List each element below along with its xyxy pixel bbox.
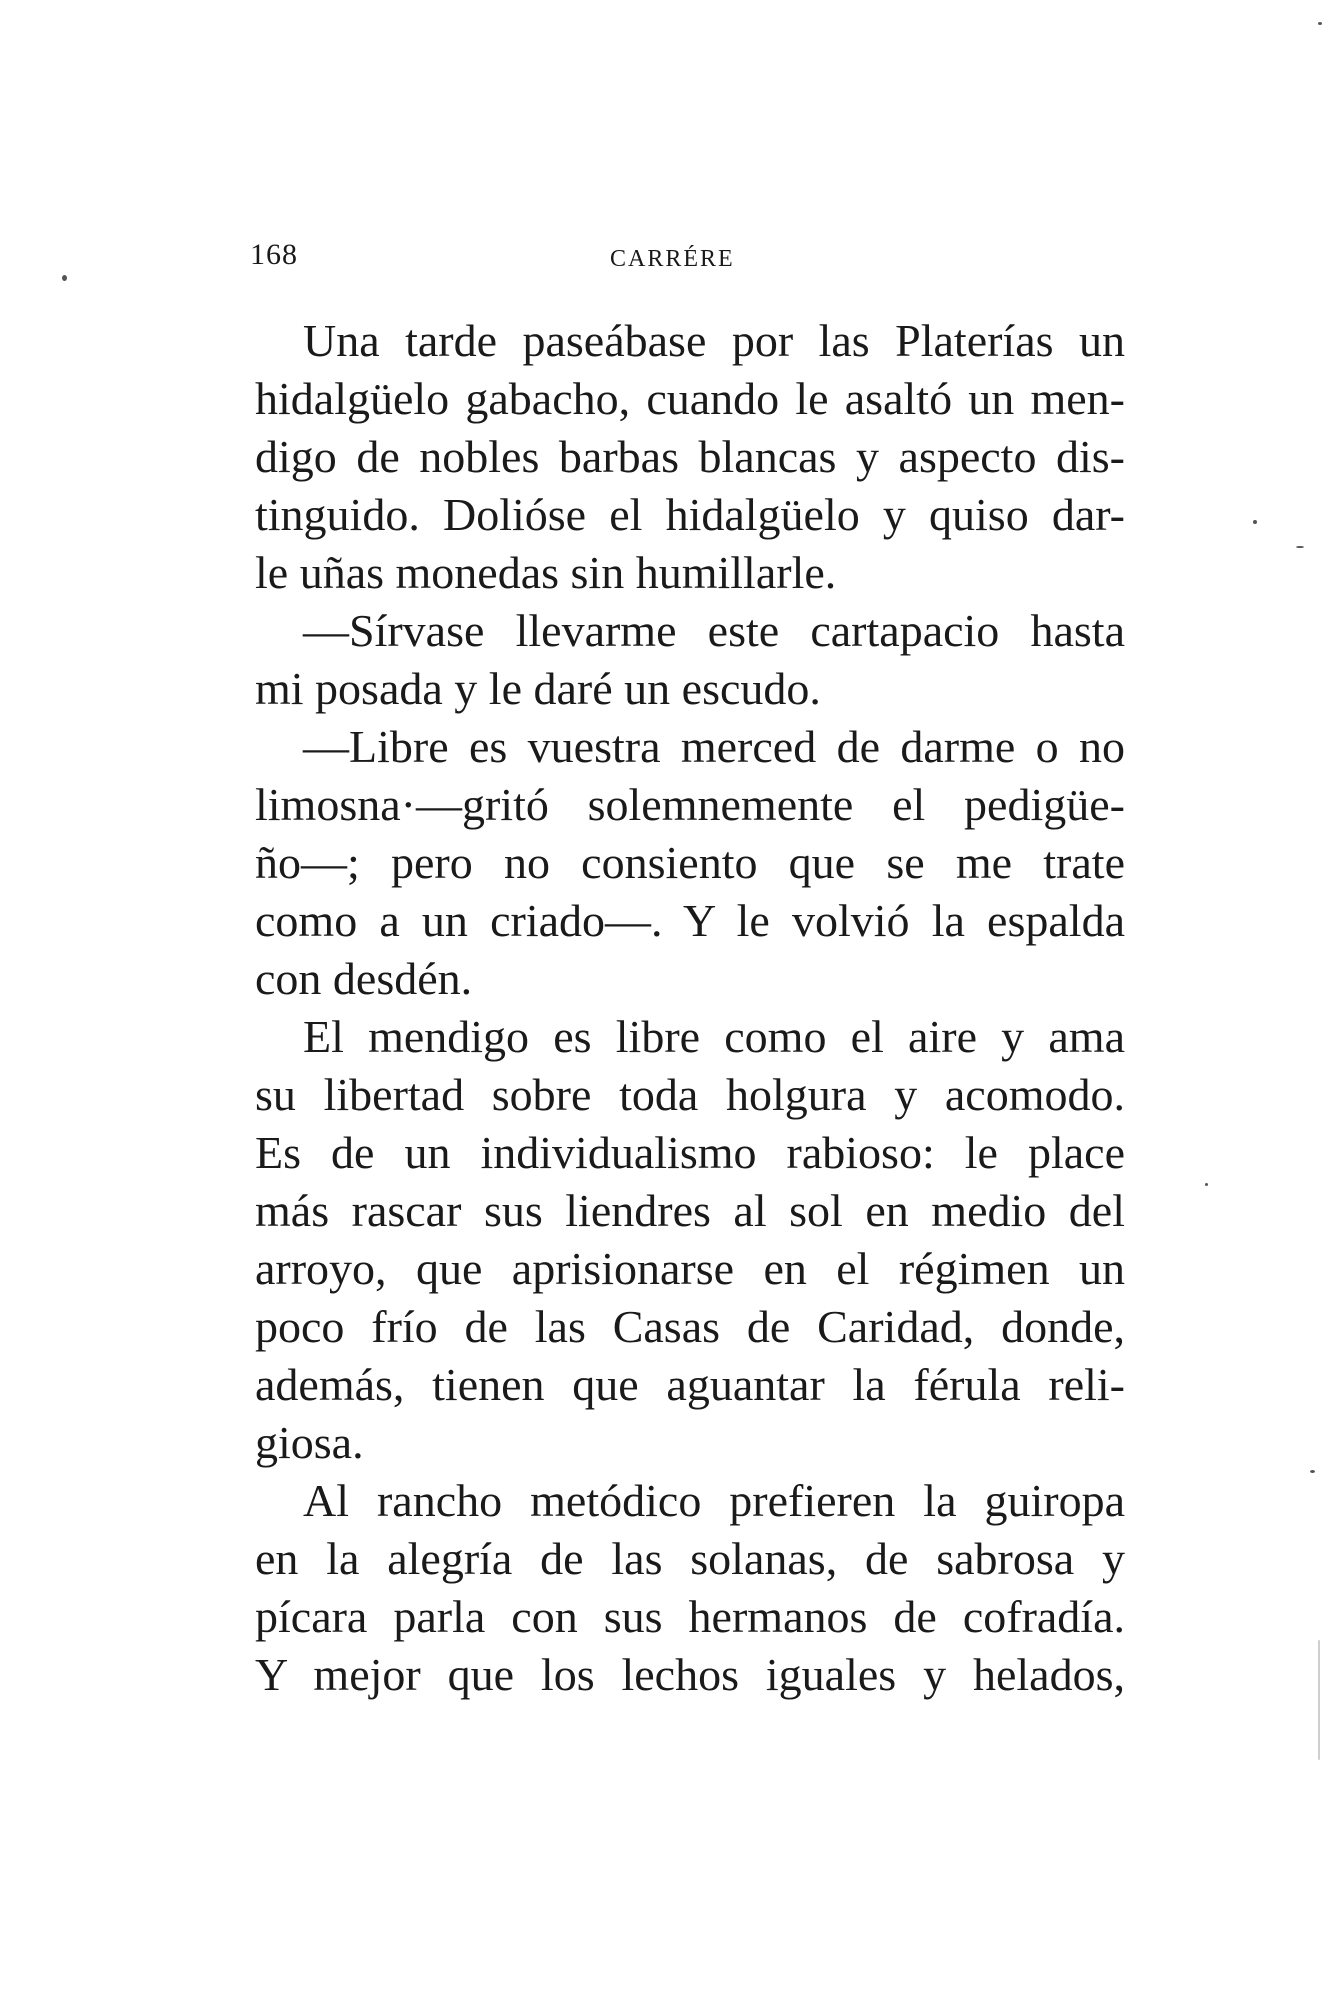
running-head: CARRÉRE bbox=[610, 246, 735, 272]
paragraph bbox=[255, 1472, 1125, 1704]
text-line: —Libre es vuestra merced de darme o no bbox=[303, 721, 1125, 772]
text-line: su libertad sobre toda holgura y acomodo. bbox=[255, 1069, 1125, 1120]
text-line: ño—; pero no consiento que se me trate bbox=[255, 837, 1125, 888]
text-line: giosa. bbox=[255, 1417, 364, 1468]
scan-speck bbox=[1296, 546, 1304, 548]
text-line: Una tarde paseábase por las Platerías un bbox=[303, 315, 1125, 366]
scan-speck bbox=[1318, 1640, 1320, 1760]
text-line: más rascar sus liendres al sol en medio del bbox=[255, 1185, 1125, 1236]
text-line: poco frío de las Casas de Caridad, donde, bbox=[255, 1301, 1125, 1352]
text-line: —Sírvase llevarme este cartapacio hasta bbox=[303, 605, 1125, 656]
text-line: El mendigo es libre como el aire y ama bbox=[303, 1011, 1125, 1062]
scan-speck bbox=[62, 275, 67, 281]
scan-speck bbox=[1205, 1183, 1208, 1186]
scan-speck bbox=[1318, 22, 1322, 25]
body-text bbox=[255, 312, 1125, 1704]
text-line: con desdén. bbox=[255, 953, 473, 1004]
text-line: como a un criado—. Y le volvió la espalda bbox=[255, 895, 1125, 946]
page-number: 168 bbox=[250, 238, 298, 271]
text-line: pícara parla con sus hermanos de cofradía. bbox=[255, 1591, 1125, 1642]
scan-speck bbox=[1310, 1470, 1315, 1473]
text-line: Es de un individualismo rabioso: le place bbox=[255, 1127, 1125, 1178]
text-line: hidalgüelo gabacho, cuando le asaltó un men- bbox=[255, 373, 1125, 424]
paragraph bbox=[255, 718, 1125, 1008]
text-line: le uñas monedas sin humillarle. bbox=[255, 547, 837, 598]
text-line: además, tienen que aguantar la férula reli- bbox=[255, 1359, 1125, 1410]
text-line: Al rancho metódico prefieren la guiropa bbox=[303, 1475, 1125, 1526]
text-line: limosna·—gritó solemnemente el pedigüe- bbox=[255, 779, 1125, 830]
paragraph bbox=[255, 1008, 1125, 1472]
scan-speck bbox=[1253, 520, 1257, 524]
text-line: Y mejor que los lechos iguales y helados, bbox=[255, 1649, 1125, 1700]
text-line: arroyo, que aprisionarse en el régimen un bbox=[255, 1243, 1125, 1294]
text-line: en la alegría de las solanas, de sabrosa y bbox=[255, 1533, 1125, 1584]
text-line: tinguido. Dolióse el hidalgüelo y quiso dar- bbox=[255, 489, 1125, 540]
paragraph bbox=[255, 602, 1125, 718]
page-header bbox=[250, 238, 1125, 278]
text-line: mi posada y le daré un escudo. bbox=[255, 663, 821, 714]
text-line: digo de nobles barbas blancas y aspecto dis- bbox=[255, 431, 1125, 482]
paragraph bbox=[255, 312, 1125, 602]
